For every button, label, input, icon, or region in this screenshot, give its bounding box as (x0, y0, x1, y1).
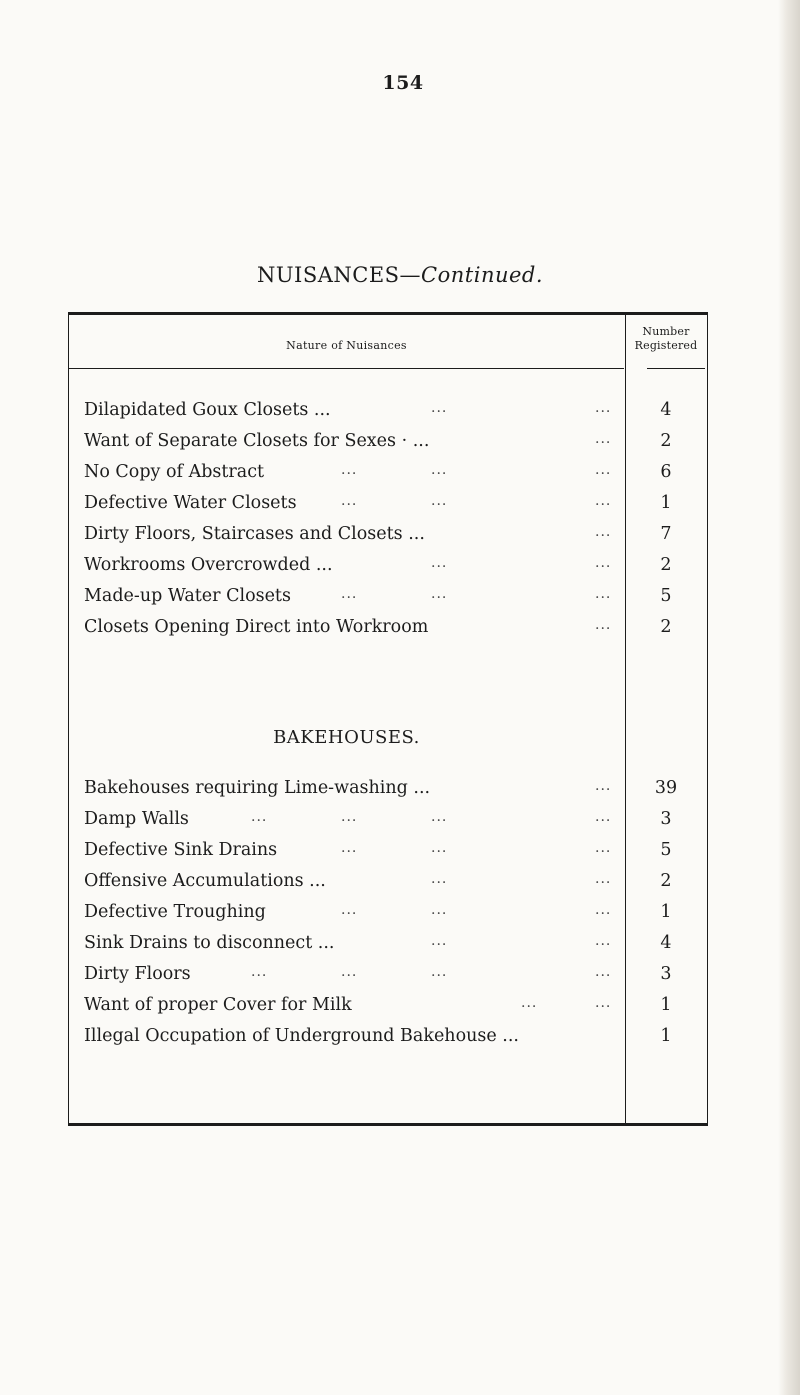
header-number-line2: Registered (634, 339, 698, 352)
row-label: Made-up Water Closets (84, 586, 291, 606)
table-row (69, 840, 706, 870)
leader-dots: ... (595, 462, 612, 478)
header-rule-right (647, 368, 705, 369)
leader-dots: ... (595, 933, 612, 949)
leader-dots: ... (595, 871, 612, 887)
row-value: 7 (660, 524, 672, 544)
table-row (69, 586, 706, 616)
leader-dots: ... (431, 902, 448, 918)
row-label: Want of Separate Closets for Sexes · ... (84, 431, 430, 451)
table-row (69, 809, 706, 839)
table-row (69, 964, 706, 994)
row-label: Want of proper Cover for Milk (84, 995, 352, 1015)
table-row (69, 1026, 706, 1056)
row-value: 5 (660, 586, 672, 606)
leader-dots: ... (595, 400, 612, 416)
leader-dots: ... (341, 809, 358, 825)
row-label: Illegal Occupation of Underground Bakehouse ... (84, 1026, 519, 1046)
row-label: Damp Walls (84, 809, 189, 829)
leader-dots: ... (341, 586, 358, 602)
leader-dots: ... (431, 964, 448, 980)
header-nature-of-nuisances: Nature of Nuisances (286, 339, 407, 352)
leader-dots: ... (595, 778, 612, 794)
leader-dots: ... (431, 586, 448, 602)
table-row (69, 902, 706, 932)
row-label: Offensive Accumulations ... (84, 871, 326, 891)
row-value: 4 (660, 400, 672, 420)
leader-dots: ... (341, 493, 358, 509)
page-edge-shadow (778, 0, 800, 1395)
table-row (69, 524, 706, 554)
title-continued: Continued. (421, 263, 544, 287)
leader-dots: ... (431, 840, 448, 856)
row-value: 5 (660, 840, 672, 860)
leader-dots: ... (341, 902, 358, 918)
row-label: Dirty Floors, Staircases and Closets ... (84, 524, 425, 544)
table-row (69, 871, 706, 901)
table-row (69, 431, 706, 461)
row-value: 3 (660, 964, 672, 984)
leader-dots: ... (251, 809, 268, 825)
leader-dots: ... (595, 809, 612, 825)
leader-dots: ... (595, 586, 612, 602)
leader-dots: ... (595, 493, 612, 509)
leader-dots: ... (431, 933, 448, 949)
row-value: 2 (660, 617, 672, 637)
row-value: 6 (660, 462, 672, 482)
row-label: Workrooms Overcrowded ... (84, 555, 333, 575)
table-row (69, 462, 706, 492)
leader-dots: ... (595, 555, 612, 571)
row-label: Defective Sink Drains (84, 840, 278, 860)
leader-dots: ... (595, 431, 612, 447)
leader-dots: ... (431, 493, 448, 509)
row-value: 1 (660, 995, 672, 1015)
row-label: Defective Water Closets (84, 493, 297, 513)
leader-dots: ... (595, 840, 612, 856)
leader-dots: ... (341, 840, 358, 856)
row-label: No Copy of Abstract (84, 462, 265, 482)
leader-dots: ... (431, 555, 448, 571)
title-main: NUISANCES— (256, 263, 422, 287)
table-row (69, 933, 706, 963)
leader-dots: ... (251, 964, 268, 980)
table-row (69, 617, 706, 647)
leader-dots: ... (595, 617, 612, 633)
nuisances-table (68, 312, 708, 1126)
leader-dots: ... (431, 400, 448, 416)
page-title (0, 263, 800, 287)
header-rule-left (69, 368, 624, 369)
bakehouses-heading: BAKEHOUSES. (273, 727, 420, 748)
row-value: 2 (660, 871, 672, 891)
row-label: Sink Drains to disconnect ... (84, 933, 335, 953)
leader-dots: ... (341, 964, 358, 980)
table-row (69, 400, 706, 430)
table-row (69, 778, 706, 808)
table-row (69, 995, 706, 1025)
leader-dots: ... (595, 995, 612, 1011)
row-value: 3 (660, 809, 672, 829)
leader-dots: ... (595, 964, 612, 980)
row-value: 4 (660, 933, 672, 953)
leader-dots: ... (431, 462, 448, 478)
table-row (69, 493, 706, 523)
row-label: Dirty Floors (84, 964, 191, 984)
row-label: Closets Opening Direct into Workroom (84, 617, 429, 637)
leader-dots: ... (521, 995, 538, 1011)
table-row (69, 555, 706, 585)
leader-dots: ... (431, 809, 448, 825)
row-value: 2 (660, 555, 672, 575)
row-label: Bakehouses requiring Lime-washing ... (84, 778, 431, 798)
row-value: 1 (660, 493, 672, 513)
row-value: 39 (654, 778, 678, 798)
leader-dots: ... (595, 524, 612, 540)
row-value: 2 (660, 431, 672, 451)
row-value: 1 (660, 902, 672, 922)
header-number-line1: Number (642, 325, 690, 338)
page-number: 154 (382, 72, 424, 94)
row-label: Defective Troughing (84, 902, 266, 922)
leader-dots: ... (595, 902, 612, 918)
row-label: Dilapidated Goux Closets ... (84, 400, 331, 420)
leader-dots: ... (431, 871, 448, 887)
leader-dots: ... (341, 462, 358, 478)
header-number-registered (626, 325, 706, 353)
row-value: 1 (660, 1026, 672, 1046)
